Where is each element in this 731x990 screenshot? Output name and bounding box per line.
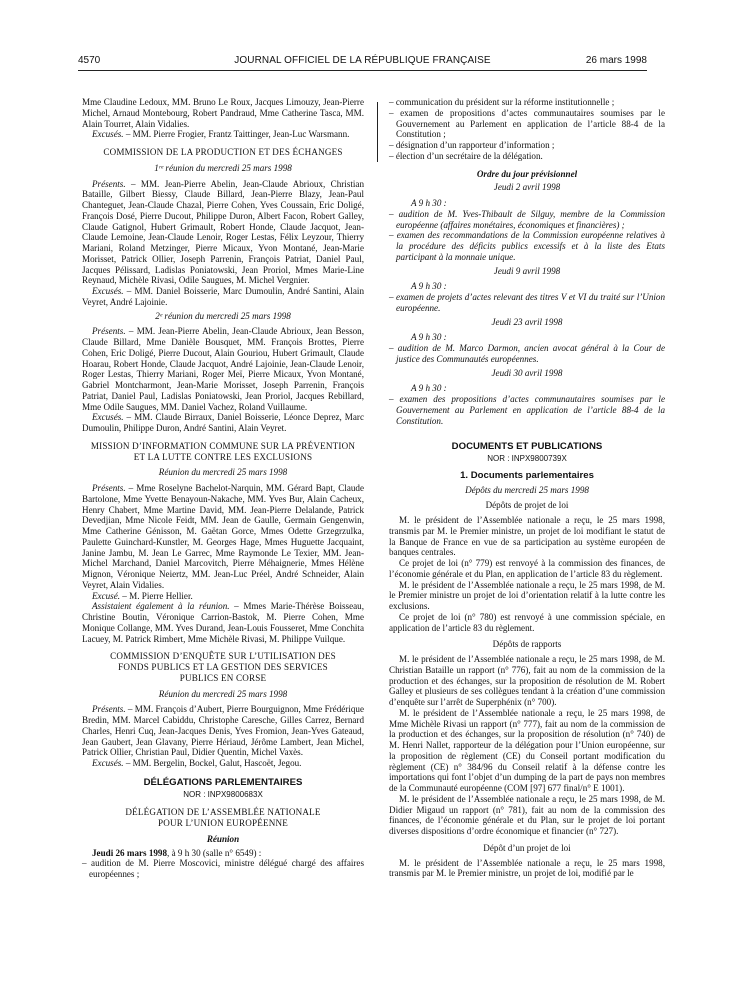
agenda-item: – désignation d’un rapporteur d’information ; xyxy=(389,140,555,150)
section-heading: COMMISSION DE LA PRODUCTION ET DES ÉCHANGES xyxy=(103,147,343,157)
paragraph: Assistaient également à la réunion. – Mmes Marie-Thérèse Boisseau, Christine Boutin, Véronique Carrion-Bastok, M. Pierre Cohen, Mme Monique Collange, MM. Yves Durand, Jean-Louis Fousseret, Mme Conchita Lacuey, M. Patrick Rimbert, Mme Michèle Rivasi, M. Philippe Vuilque. xyxy=(82,601,364,644)
right-column xyxy=(389,97,665,879)
paragraph: Présents. – MM. Jean-Pierre Abelin, Jean-Claude Abrioux, Jean Besson, Claude Billard, Mme Danièle Bousquet, MM. François Brottes, Pierre Cohen, Eric Doligé, Pierre Ducout, Alain Gouriou, Hubert Grimault, Claude Hoarau, Robert Honde, Claude Jacquot, André Lajoinie, Jean-Claude Lenoir, Roger Lestas, Thierry Mariani, Roger Meï, Pierre Micaux, Yvon Montané, Gabriel Montcharmont, Jean-Marie Morisset, Joseph Parrenin, François Patriat, Daniel Paul, Ladislas Poniatowski, Jean Proriol, Jacques Rebillard, Mme Odile Saugues, MM. Daniel Vachez, Roland Vuillaume. xyxy=(82,326,364,412)
date-heading: Jeudi 2 avril 1998 xyxy=(493,182,561,193)
subheading: Dépôts de projet de loi xyxy=(485,500,569,511)
meeting-heading: Réunion xyxy=(206,833,240,844)
paragraph: M. le président de l’Assemblée nationale a reçu, le 25 mars 1998, de M. Didier Migaud un rapport (n° 781), fait au nom de la commission des finances, de l’économie générale et du Plan, sur le projet de loi portant diverses dispositions d’ordre économique et financier (n° 727). xyxy=(389,793,665,836)
meeting-heading: Réunion du mercredi 25 mars 1998 xyxy=(158,467,288,478)
date-heading: Jeudi 30 avril 1998 xyxy=(491,367,563,378)
page-number: 4570 xyxy=(78,55,101,66)
paragraph: Excusés. – MM. Claude Birraux, Daniel Boisserie, Léonce Deprez, Marc Dumoulin, Philippe Duron, André Santini, Alain Veyret. xyxy=(82,412,364,433)
paragraph: Excusés. – MM. Daniel Boisserie, Marc Dumoulin, André Santini, Alain Veyret, André Lajoinie. xyxy=(82,286,364,307)
left-column xyxy=(82,97,364,880)
section-heading: ET LA LUTTE CONTRE LES EXCLUSIONS xyxy=(133,451,313,462)
agenda-item: – audition de M. Marco Darmon, ancien avocat général à la Cour de justice des Communautés européennes. xyxy=(389,343,665,364)
paragraph: Ce projet de loi (n° 779) est renvoyé à la commission des finances, de l’économie générale et du Plan, en application de l’article 83 du règlement. xyxy=(389,558,665,579)
header-rule xyxy=(78,70,647,71)
agenda-heading: Ordre du jour prévisionnel xyxy=(476,168,578,179)
paragraph: Excusés. – MM. Pierre Frogier, Frantz Taittinger, Jean-Luc Warsmann. xyxy=(92,129,350,140)
journal-title: JOURNAL OFFICIEL DE LA RÉPUBLIQUE FRANÇAISE xyxy=(234,55,491,66)
paragraph: M. le président de l’Assemblée nationale a reçu, le 25 mars 1998, de M. le Premier ministre un projet de loi d’orientation relatif à la lutte contre les exclusions. xyxy=(389,579,665,611)
agenda-item: – audition de M. Yves-Thibault de Silguy, membre de la Commission européenne (affaires monétaires, économiques et financières) ; xyxy=(389,208,665,230)
agenda-item: – examen de projets d’actes relevant des titres V et VI du traité sur l’Union européenne. xyxy=(389,292,665,313)
agenda-item: – examen de propositions d’actes communautaires soumises par le Gouvernement au Parlement en application de l’article 88-4 de la Constitution ; xyxy=(389,107,665,140)
paragraph: Ce projet de loi (n° 780) est renvoyé à une commission spéciale, en application de l’article 83 du règlement. xyxy=(389,611,665,633)
column-divider xyxy=(377,102,378,162)
time-label: A 9 h 30 : xyxy=(411,383,447,394)
paragraph: M. le président de l’Assemblée nationale a reçu, le 25 mars 1998, de M. Christian Bataille un rapport (n° 776), fait au nom de la commission de la production et des échanges, sur la proposition de résolution de M. Robert Galley et plusieurs de ses collègues tendant à la création d’une commission d’enquête sur l’arrêt de Superphénix (n° 700). xyxy=(389,654,665,707)
section-heading: POUR L’UNION EUROPÉENNE xyxy=(157,818,289,828)
nor-reference: NOR : INPX9800683X xyxy=(183,789,263,799)
issue-date: 26 mars 1998 xyxy=(585,55,647,66)
date-heading: Jeudi 9 avril 1998 xyxy=(493,265,561,276)
section-heading: PUBLICS EN CORSE xyxy=(179,672,267,683)
section-heading: COMMISSION D’ENQUÊTE SUR L’UTILISATION DES xyxy=(110,651,336,662)
meeting-heading: Réunion du mercredi 25 mars 1998 xyxy=(158,688,288,699)
date-heading: Dépôts du mercredi 25 mars 1998 xyxy=(465,484,589,495)
paragraph: M. le président de l’Assemblée nationale a reçu, le 25 mars 1998, transmis par M. le Premier ministre, un projet de loi modifiant le statut de la Banque de France en vue de sa participation au système européen de banques centrales. xyxy=(389,515,665,558)
agenda-item: – audition de M. Pierre Moscovici, ministre délégué chargé des affaires européennes ; xyxy=(82,858,364,879)
page-header xyxy=(78,55,647,69)
agenda-item: – élection d’un secrétaire de la délégation. xyxy=(389,150,543,161)
section-heading: FONDS PUBLICS ET LA GESTION DES SERVICES xyxy=(118,662,328,672)
rubric-title: DÉLÉGATIONS PARLEMENTAIRES xyxy=(143,776,303,788)
section-heading: MISSION D’INFORMATION COMMUNE SUR LA PRÉVENTION xyxy=(90,440,356,451)
subheading: Dépôts de rapports xyxy=(492,639,562,650)
paragraph: M. le président de l’Assemblée nationale a reçu, le 25 mars 1998, transmis par M. le Premier ministre, un projet de loi, modifié par le xyxy=(389,857,665,879)
paragraph: M. le président de l’Assemblée nationale a reçu, le 25 mars 1998, de Mme Michèle Rivasi un rapport (n° 777), fait au nom de la commission de la production et des échanges, sur la proposition de résolution (n° 740) de M. Henri Nallet, rapporteur de la délégation pour l’Union européenne, sur la proposition de règlement (CE) du Conseil portant modification du règlement (CE) n° 384/96 du Conseil relatif à la défense contre les importations qui font l’objet d’un dumping de la part de pays non membres de la Communauté européenne (COM [97] 677 final/n° E 1001). xyxy=(389,707,665,793)
meeting-heading: 2ᵉ réunion du mercredi 25 mars 1998 xyxy=(155,310,291,321)
time-label: A 9 h 30 : xyxy=(411,281,447,292)
agenda-item: – communication du président sur la réforme institutionnelle ; xyxy=(389,97,615,107)
subsection-title: 1. Documents parlementaires xyxy=(460,469,594,481)
time-label: A 9 h 30 : xyxy=(411,198,447,208)
nor-reference: NOR : INPX9800739X xyxy=(487,454,567,463)
rubric-title: DOCUMENTS ET PUBLICATIONS xyxy=(451,441,603,453)
paragraph: Présents. – Mme Roselyne Bachelot-Narquin, MM. Gérard Bapt, Claude Bartolone, Mme Yvette Benayoun-Nakache, MM. Yves Bur, Alain Cacheux, Henry Chabert, Mme Martine David, MM. Jean-Pierre Delalande, Patrick Devedjian, Mme Nicole Feidt, MM. Jean de Gaulle, Germain Gengenwin, Mme Catherine Génisson, M. Gaëtan Gorce, Mmes Odette Grzegrzulka, Paulette Guinchard-Kunstler, M. Georges Hage, Mmes Huguette Jacquaint, Janine Jambu, M. Jean Le Garrec, Mme Raymonde Le Texier, MM. Jean-Michel Marchand, Daniel Marcovitch, Pierre Méhaignerie, Mmes Hélène Mignon, Véronique Neiertz, MM. Jean-Luc Préel, André Schneider, Alain Veyret, Alain Vidalies. xyxy=(82,483,364,590)
paragraph: Mme Claudine Ledoux, MM. Bruno Le Roux, Jacques Limouzy, Jean-Pierre Michel, Arnaud Montebourg, Robert Pandraud, Mme Catherine Tasca, MM. Alain Tourret, Alain Vidalies. xyxy=(82,97,364,129)
section-heading: DÉLÉGATION DE L’ASSEMBLÉE NATIONALE xyxy=(125,807,321,818)
time-label: A 9 h 30 : xyxy=(411,332,447,343)
subheading: Dépôt d’un projet de loi xyxy=(483,842,571,853)
meeting-heading: 1ʳᵉ réunion du mercredi 25 mars 1998 xyxy=(154,162,292,173)
paragraph: Jeudi 26 mars 1998, à 9 h 30 (salle n° 6549) : xyxy=(92,847,262,858)
paragraph: Excusés. – MM. Bergelin, Bockel, Galut, Hascoët, Jegou. xyxy=(92,758,302,768)
date-heading: Jeudi 23 avril 1998 xyxy=(491,316,563,327)
paragraph: Excusé. – M. Pierre Hellier. xyxy=(92,590,193,601)
agenda-item: – examen des propositions d’actes communautaires soumises par le Gouvernement au Parlement en application de l’article 88-4 de la Constitution. xyxy=(389,394,665,426)
paragraph: Présents. – MM. François d’Aubert, Pierre Bourguignon, Mme Frédérique Bredin, MM. Marcel Cabiddu, Christophe Caresche, Gilles Carrez, Bernard Charles, Henri Cuq, Jean-Jacques Denis, Yves Fromion, Jean-Yves Gateaud, Jean Gaubert, Jean Glavany, Pierre Hériaud, Jérôme Lambert, Jean Michel, Patrick Ollier, Christian Paul, Didier Quentin, Michel Vaxès. xyxy=(82,704,364,758)
paragraph: Présents. – MM. Jean-Pierre Abelin, Jean-Claude Abrioux, Christian Bataille, Gilbert Biessy, Claude Billard, Jean-Pierre Blazy, Jean-Paul Chanteguet, Jean-Claude Chazal, Pierre Cohen, Yves Coussain, Eric Doligé, François Dosé, Pierre Ducout, Philippe Duron, Albert Facon, Robert Galley, Claude Gatignol, Hubert Grimault, Robert Honde, Claude Jacquot, Jean-Claude Lemoine, Jean-Claude Lenoir, Roger Lestas, Félix Leyzour, Thierry Mariani, Roland Metzinger, Pierre Micaux, Yvon Montané, Jean-Marie Morisset, Patrick Ollier, Joseph Parrenin, François Patriat, Daniel Paul, Jacques Pélissard, Ladislas Poniatowski, Jean Proriol, Mmes Marie-Line Reynaud, Michèle Rivasi, Odile Saugues, M. Michel Vergnier. xyxy=(82,178,364,286)
agenda-item: – examen des recommandations de la Commission européenne relatives à la procédure des déficits publics excessifs et à la liste des Etats participant à la monnaie unique. xyxy=(389,230,665,262)
